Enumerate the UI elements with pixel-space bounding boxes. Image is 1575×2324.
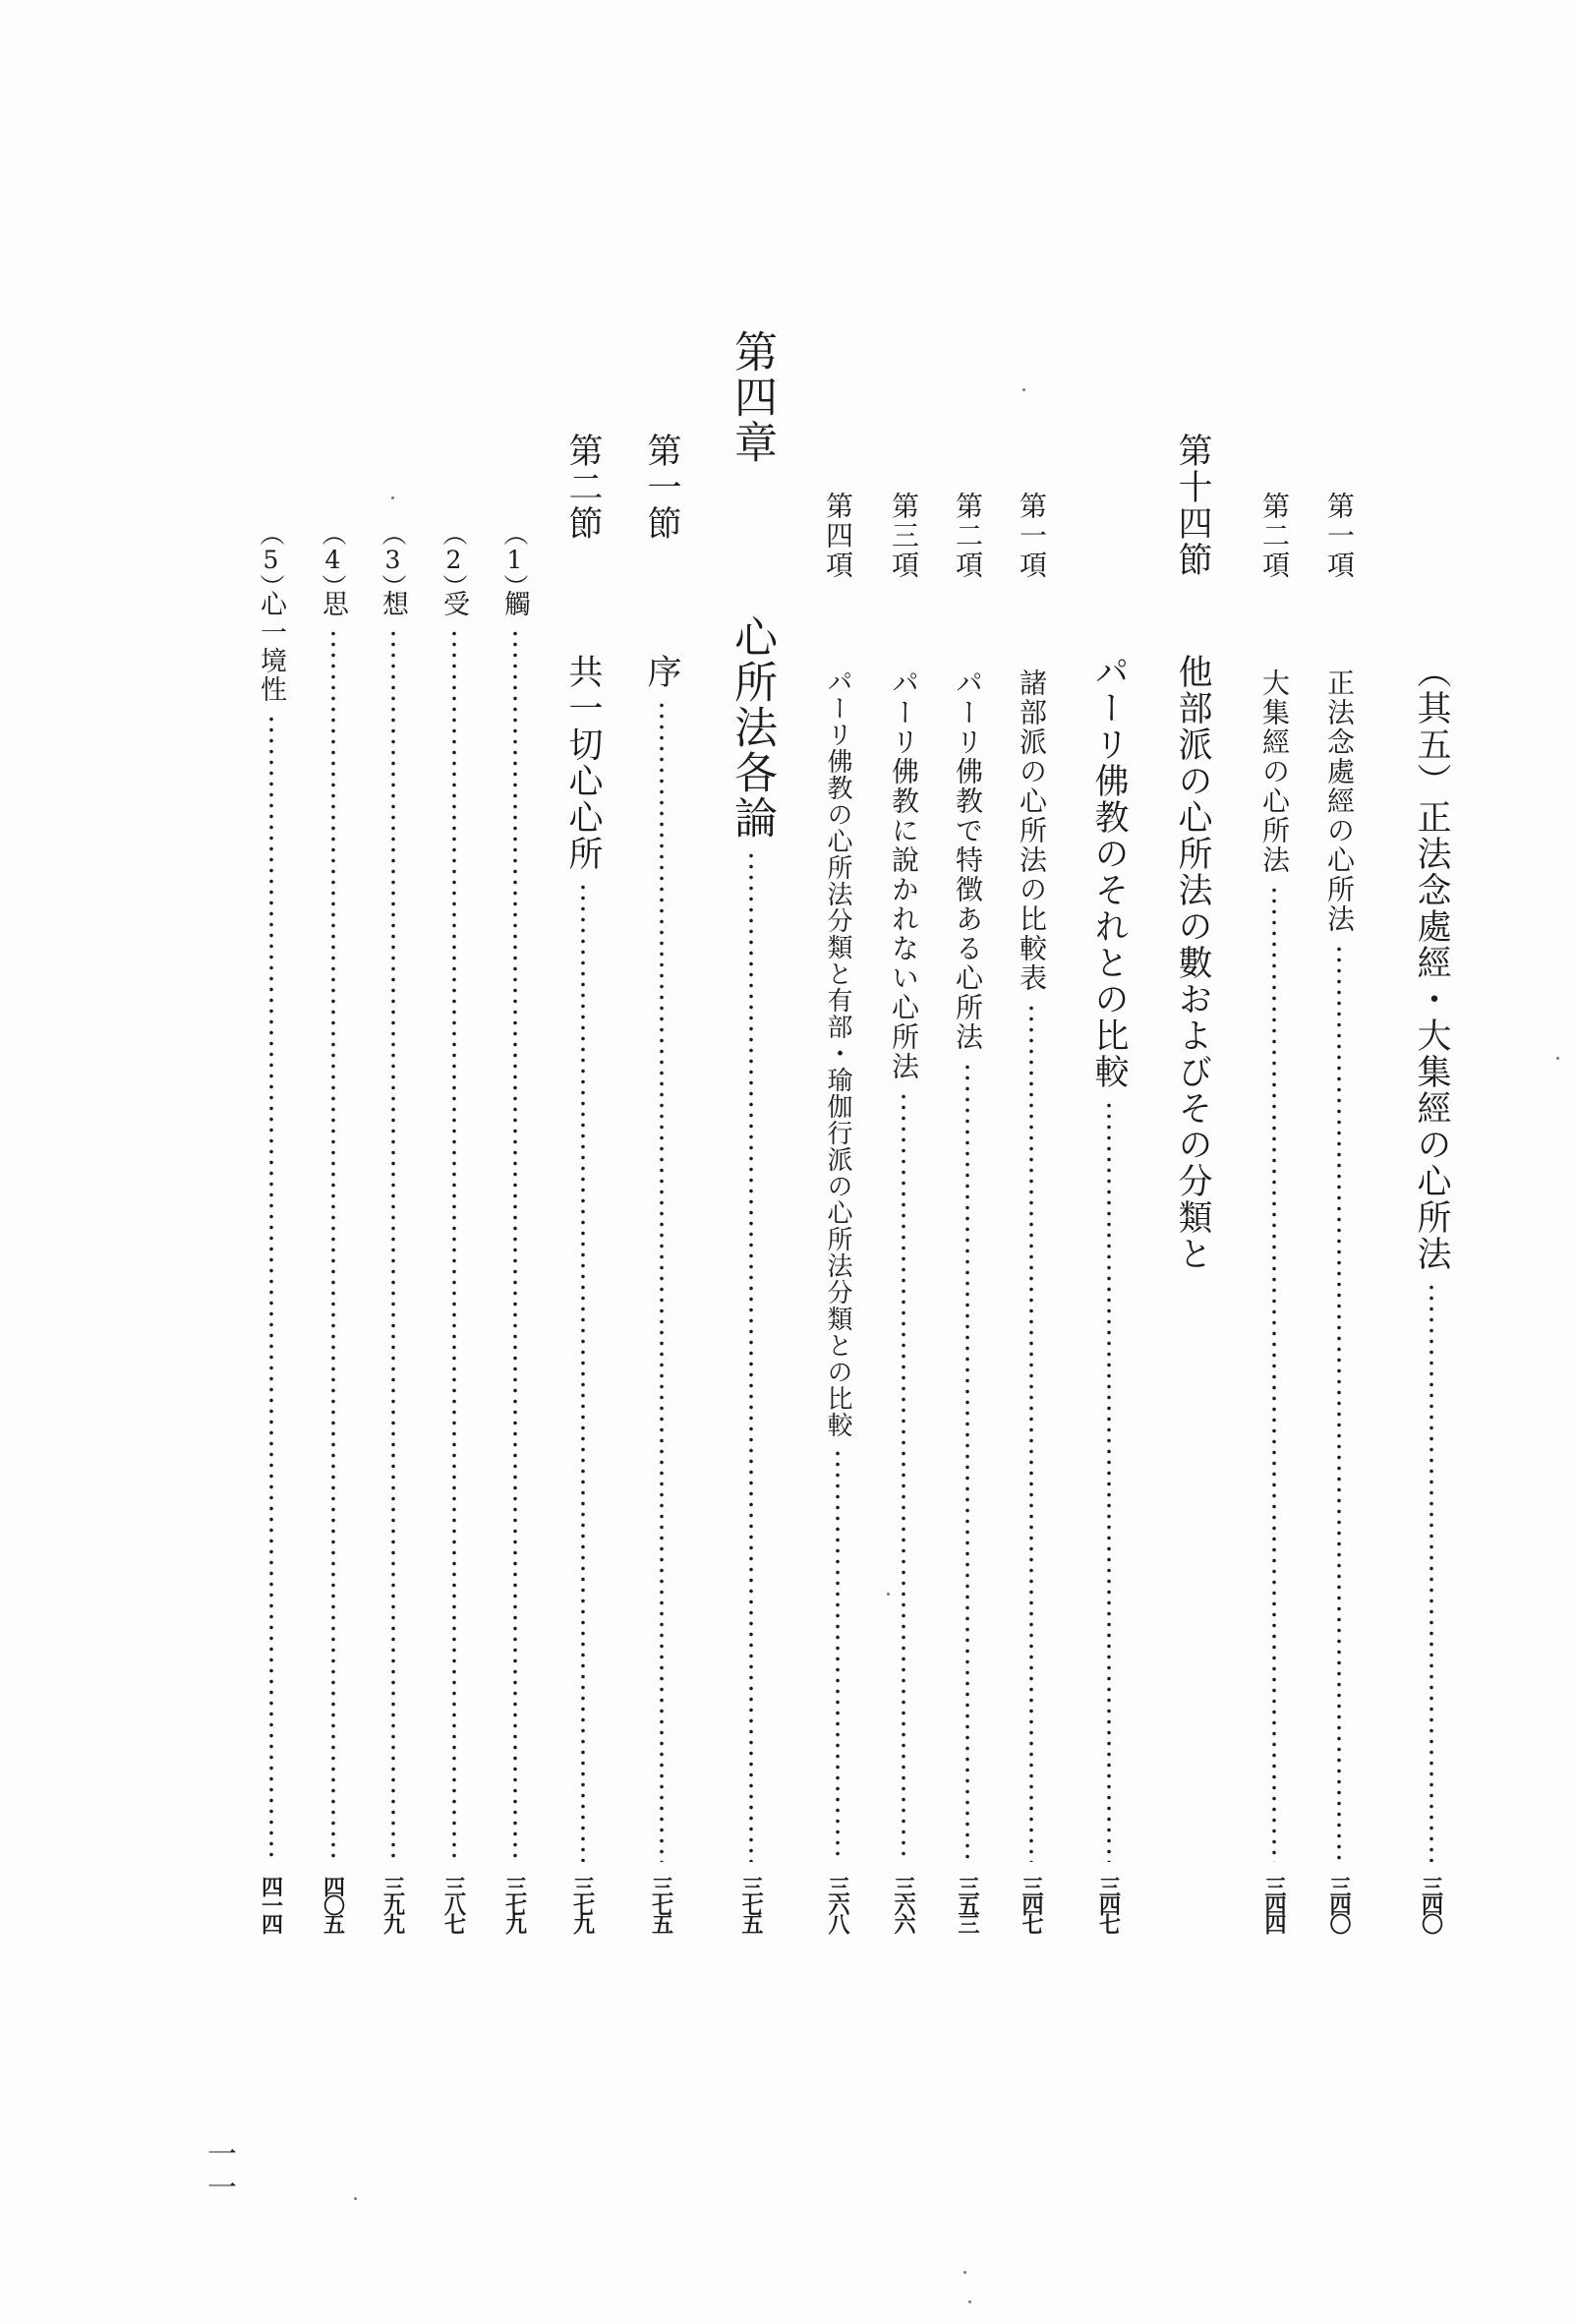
- scan-speck: [1556, 1057, 1559, 1060]
- page-number: 三四七: [1019, 1876, 1044, 1932]
- leader-dots: [269, 714, 273, 1862]
- entry-label: 第四章: [727, 329, 777, 465]
- page-number: 三四四: [1261, 1876, 1287, 1932]
- entry-label: 第一項: [1323, 492, 1356, 580]
- toc-entry: [1016, 492, 1048, 1950]
- leader-dots: [1429, 1282, 1433, 1862]
- entry-title: 大集經の心所法: [1258, 668, 1291, 875]
- page-number: 三七九: [569, 1876, 596, 1932]
- entry-label: （2）: [439, 521, 468, 599]
- entry-label: （1）: [500, 521, 529, 599]
- leader-dots: [391, 628, 395, 1862]
- leader-dots: [660, 700, 664, 1862]
- leader-dots: [452, 628, 456, 1862]
- leader-dots: [331, 628, 335, 1862]
- toc-entry: [379, 521, 406, 1950]
- leader-dots: [1337, 944, 1341, 1862]
- entry-label: 第二節: [563, 433, 603, 542]
- entry-title: （其五）正法念處經・大集經の心所法: [1412, 654, 1451, 1272]
- toc-entry: [1089, 654, 1129, 1950]
- entry-title: 正法念處經の心所法: [1323, 668, 1356, 934]
- leader-dots: [836, 1448, 840, 1862]
- leader-dots: [513, 628, 517, 1862]
- page-number: 三七五: [738, 1876, 764, 1932]
- scan-speck: [354, 2197, 357, 2200]
- entry-title: 諸部派の心所法の比較表: [1016, 668, 1048, 993]
- page-number: 三七五: [648, 1876, 674, 1932]
- page-number: 三四〇: [1418, 1876, 1444, 1932]
- toc-entry: [258, 521, 284, 1950]
- scan-speck: [963, 2271, 966, 2274]
- scan-speck: [887, 1593, 890, 1596]
- page-number: 四〇五: [320, 1876, 346, 1932]
- scan-speck: [1022, 388, 1025, 391]
- toc-entry: [888, 492, 920, 1950]
- page-number: 三七九: [501, 1876, 528, 1932]
- entry-title: 思: [318, 590, 348, 618]
- entry-title: 心所法各論: [727, 614, 777, 841]
- entry-label: 第十四節: [1173, 433, 1212, 578]
- entry-label: 第四項: [822, 492, 854, 580]
- entry-title: 觸: [499, 590, 530, 618]
- toc-entry: [727, 329, 777, 1950]
- scan-speck: [391, 496, 394, 499]
- entry-title: 想: [378, 590, 408, 618]
- entry-title: パーリ佛教で特徴ある心所法: [952, 668, 984, 1052]
- toc-entry: [642, 433, 681, 1950]
- entry-title: 他部派の心所法の數およびその分類と: [1173, 654, 1212, 1272]
- toc-entry: [501, 521, 528, 1950]
- page-number: 三六八: [825, 1876, 850, 1932]
- scan-speck: [968, 2300, 971, 2303]
- page-number: 三九九: [379, 1876, 406, 1932]
- entry-label: 第一節: [642, 433, 681, 542]
- leader-dots: [581, 882, 585, 1862]
- page-number: 三四〇: [1326, 1876, 1352, 1932]
- page-number: 三八七: [440, 1876, 467, 1932]
- leader-dots: [1272, 885, 1276, 1862]
- entry-label: （4）: [319, 521, 347, 599]
- leader-dots: [902, 1091, 905, 1862]
- entry-title: 受: [438, 590, 469, 618]
- leader-dots: [749, 850, 753, 1862]
- entry-title: パーリ佛教の心所法分類と有部・瑜伽行派の心所法分類との比較: [823, 668, 852, 1438]
- toc-entry: [1323, 492, 1356, 1950]
- entry-label: （3）: [379, 521, 407, 599]
- toc-entry: [563, 433, 603, 1950]
- entry-label: 第二項: [1258, 492, 1291, 580]
- toc-entry: [822, 492, 854, 1950]
- page-number: 三四七: [1095, 1876, 1122, 1932]
- entry-label: 第三項: [888, 492, 920, 580]
- page-number: 三六六: [891, 1876, 916, 1932]
- leader-dots: [1107, 1100, 1111, 1862]
- entry-label: （5）: [257, 521, 285, 599]
- leader-dots: [965, 1062, 969, 1862]
- toc-entry: [440, 521, 467, 1950]
- toc-entry: [1258, 492, 1291, 1950]
- entry-title: 心一境性: [256, 590, 286, 704]
- entry-title: 共一切心心所: [563, 654, 603, 872]
- page-number: 四一四: [258, 1876, 284, 1932]
- toc-entry: [1412, 654, 1451, 1950]
- page-number: 三五三: [955, 1876, 980, 1932]
- page-folio: 一一: [202, 2138, 236, 2205]
- entry-title: パーリ佛教のそれとの比較: [1089, 654, 1129, 1090]
- entry-title: パーリ佛教に說かれない心所法: [888, 668, 920, 1081]
- entry-label: 第一項: [1016, 492, 1048, 580]
- entry-label: 第二項: [952, 492, 984, 580]
- entry-title: 序: [642, 654, 681, 690]
- leader-dots: [1029, 1003, 1033, 1862]
- toc-entry: [1173, 433, 1212, 1950]
- toc-entry: [952, 492, 984, 1950]
- toc-entry: [320, 521, 346, 1950]
